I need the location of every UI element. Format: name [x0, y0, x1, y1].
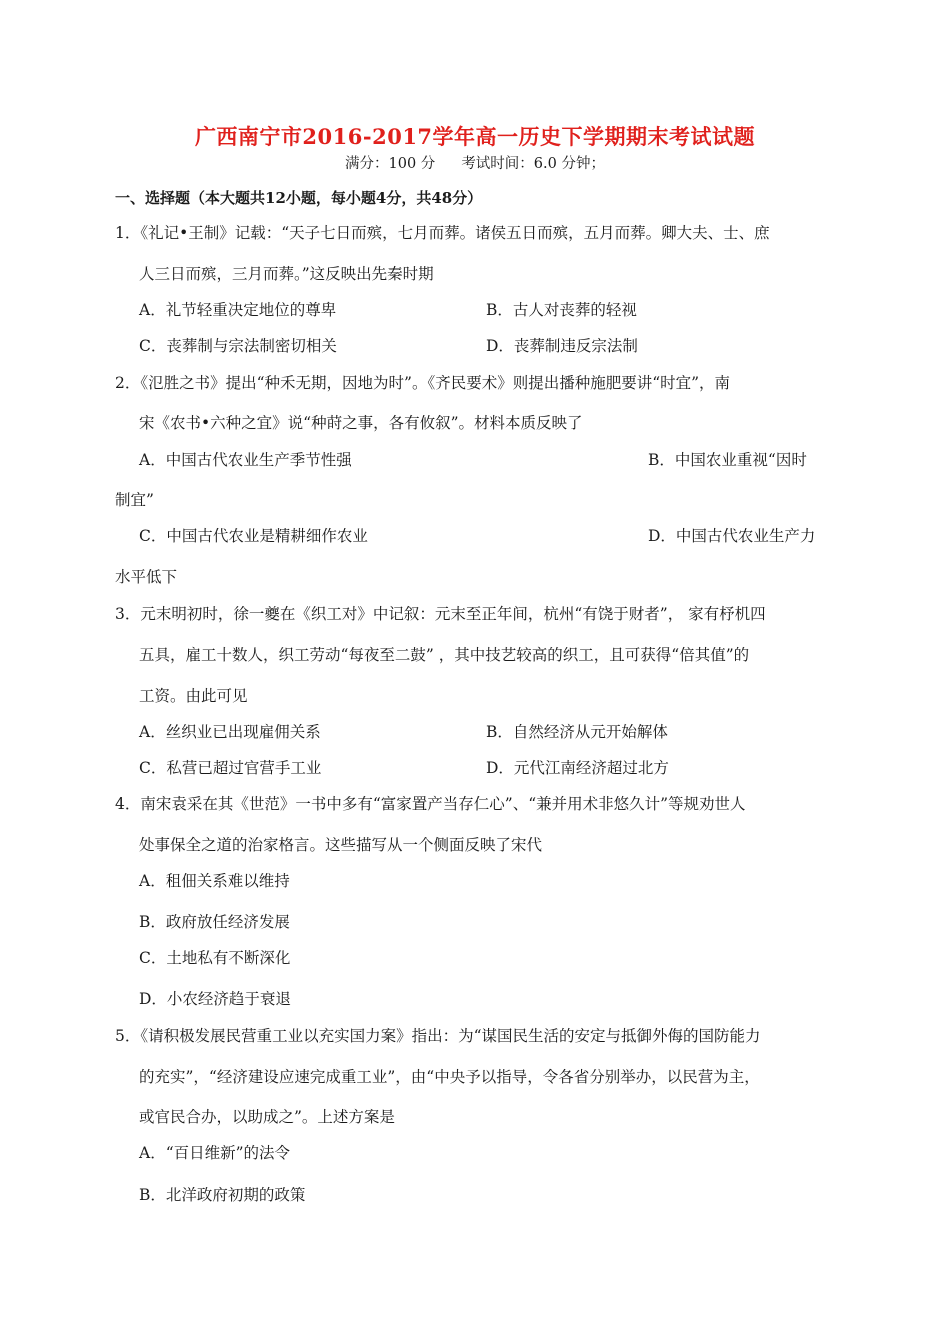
question-5-option-b[interactable]: B．北洋政府初期的政策	[139, 1186, 306, 1204]
question-1-text-cont: 人三日而殡，三月而葬。”这反映出先秦时期	[139, 265, 434, 283]
full-score: 满分：100 分	[345, 156, 436, 172]
question-4-option-b[interactable]: B．政府放任经济发展	[139, 913, 290, 931]
section-heading: 一、选择题（本大题共12小题，每小题4分，共48分）	[115, 189, 483, 207]
question-4-text-cont: 处事保全之道的治家格言。这些描写从一个侧面反映了宋代	[139, 836, 543, 854]
question-4-option-a[interactable]: A．租佃关系难以维持	[139, 872, 290, 890]
question-1-option-c[interactable]: C．丧葬制与宗法制密切相关	[139, 337, 337, 355]
exam-time: 考试时间：6.0 分钟；	[461, 156, 605, 172]
question-2-option-b[interactable]: B．中国农业重视“因时	[648, 451, 807, 469]
question-2-option-a[interactable]: A．中国古代农业生产季节性强	[139, 451, 352, 469]
question-4-option-c[interactable]: C．土地私有不断深化	[139, 949, 291, 967]
question-5-text-cont-2: 或官民合办，以助成之”。上述方案是	[139, 1108, 395, 1126]
exam-info	[0, 152, 950, 173]
question-1-text: 1．《礼记•王制》记载：“天子七日而殡，七月而葬。诸侯五日而殡，五月而葬。卿大夫、士、庶	[115, 224, 770, 242]
question-3-text-cont-2: 工资。由此可见	[139, 687, 248, 705]
question-2-option-b-wrap: 制宜”	[115, 491, 154, 509]
question-2-option-d-wrap: 水平低下	[115, 568, 178, 586]
page-title: 广西南宁市2016-2017学年高一历史下学期期末考试试题	[194, 124, 756, 149]
question-3-text: 3．元末明初时，徐一夔在《织工对》中记叙：元末至正年间，杭州“有饶于财者”， 家有杼机四	[115, 605, 766, 623]
question-3-option-b[interactable]: B．自然经济从元开始解体	[486, 723, 668, 741]
question-2-option-c[interactable]: C．中国古代农业是精耕细作农业	[139, 527, 368, 545]
question-2-option-d[interactable]: D．中国古代农业生产力	[648, 527, 816, 545]
question-4-text: 4．南宋袁采在其《世范》一书中多有“富家置产当存仁心”、“兼并用术非悠久计”等规劝世人	[115, 795, 746, 813]
question-5-text: 5．《请积极发展民营重工业以充实国力案》指出：为“谋国民生活的安定与抵御外侮的国防能力	[115, 1027, 761, 1045]
question-5-text-cont-1: 的充实”，“经济建设应速完成重工业”，由“中央予以指导，令各省分别举办，以民营为主，	[139, 1068, 760, 1086]
question-4-option-d[interactable]: D．小农经济趋于衰退	[139, 990, 291, 1008]
question-5-option-a[interactable]: A．“百日维新”的法令	[139, 1144, 291, 1162]
question-2-text: 2．《氾胜之书》提出“种禾无期，因地为时”。《齐民要术》则提出播种施肥要讲“时宜”，南	[115, 374, 731, 392]
question-3-text-cont-1: 五具，雇工十数人，织工劳动“每夜至二鼓” ，其中技艺较高的织工，且可获得“倍其值”的	[139, 646, 750, 664]
question-3-option-a[interactable]: A．丝织业已出现雇佣关系	[139, 723, 321, 741]
question-1-option-b[interactable]: B．古人对丧葬的轻视	[486, 301, 637, 319]
question-3-option-d[interactable]: D．元代江南经济超过北方	[486, 759, 669, 777]
question-1-option-a[interactable]: A．礼节轻重决定地位的尊卑	[139, 301, 337, 319]
question-2-text-cont: 宋《农书•六种之宜》说“种莳之事，各有攸叙”。材料本质反映了	[139, 414, 583, 432]
question-3-option-c[interactable]: C．私营已超过官营手工业	[139, 759, 322, 777]
question-1-option-d[interactable]: D．丧葬制违反宗法制	[486, 337, 638, 355]
